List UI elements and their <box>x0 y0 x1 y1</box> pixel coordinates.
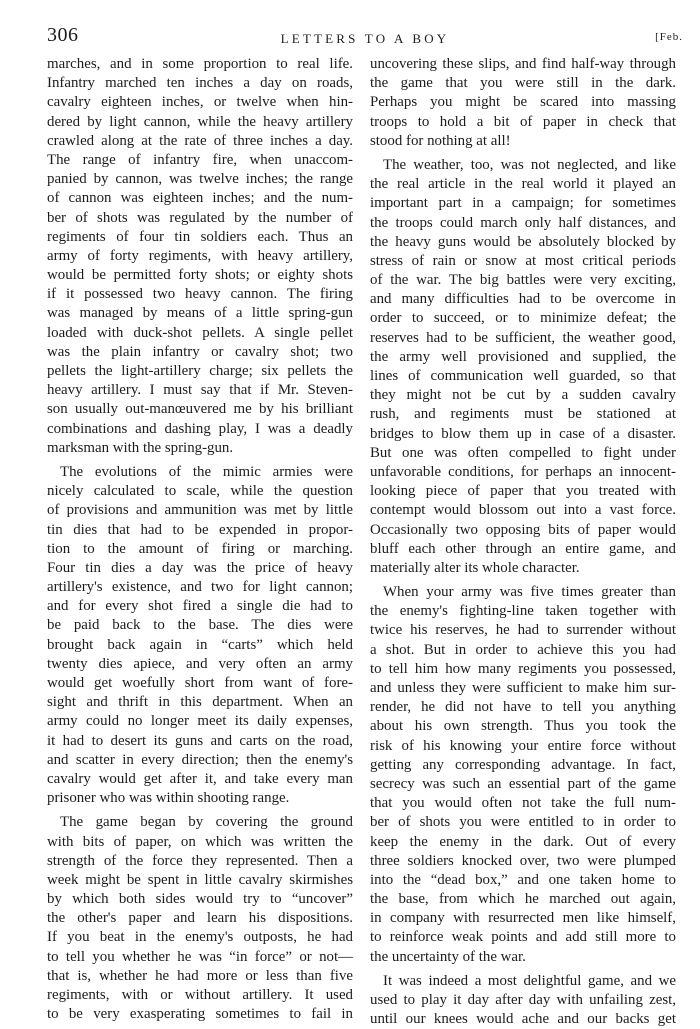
text-line: was managed by means of a little spring-gun <box>47 305 353 322</box>
text-line: regiments, with or without artillery. It used <box>47 987 353 1003</box>
text-line: If you beat in the enemy's outposts, he had <box>47 929 353 946</box>
text-line: sight and thrift in this department. When an <box>47 694 353 711</box>
text-line: looking piece of paper that you treated with <box>370 483 676 500</box>
text-line: bridges to blow them up in case of a disaster. <box>370 425 676 442</box>
text-line: order to succeed, or to minimize defeat; the <box>370 310 676 327</box>
text-line: would get woefully short from want of fore- <box>47 675 353 691</box>
text-line: risk of his knowing your entire force without <box>370 737 676 754</box>
text-line: to reinforce weak points and add still more to <box>370 929 676 946</box>
text-line: Occasionally two opposing bits of paper would <box>370 521 676 538</box>
text-line: army could no longer meet its daily expenses, <box>47 713 353 730</box>
text-line: stress of rain or snow at most critical periods <box>370 252 676 269</box>
text-line: the uncertainty of the war. <box>370 948 526 965</box>
text-line: the game that you were still in the dark. <box>370 75 676 92</box>
text-line: dered by light cannon, while the heavy artillery <box>47 113 353 130</box>
text-line: of cannon was eighteen inches; and the num- <box>47 190 353 207</box>
text-line: was the plain infantry or cavalry shot; two <box>47 343 353 360</box>
text-line: marches, and in some proportion to real life. <box>47 56 353 72</box>
text-line: three soldiers knocked over, two were plumped <box>370 852 676 869</box>
text-line: Perhaps you might be scared into massing <box>370 94 676 111</box>
text-line: lines of communication well guarded, so that <box>370 368 676 384</box>
text-line: bluff each other through an entire game, and <box>370 540 676 557</box>
text-line: son usually out-manœuvered me by his brilliant <box>47 401 353 418</box>
text-line: regiments of four tin soldiers each. Thus an <box>47 228 353 245</box>
text-line: Four tin dies a day was the price of heavy <box>47 559 353 576</box>
text-line: It was indeed a most delightful game, and we <box>383 972 676 989</box>
text-line: week might be spent in little cavalry skirmishes <box>47 871 353 888</box>
text-line: When your army was five times greater than <box>383 584 676 601</box>
text-line: The range of infantry fire, when unaccom- <box>47 151 353 168</box>
text-line: tion to the amount of firing or marching. <box>47 540 353 557</box>
text-line: panied by cannon, was twelve inches; the range <box>47 171 353 188</box>
text-line: stood for nothing at all! <box>370 132 511 149</box>
text-line: and for every shot fired a single die had to <box>47 598 353 615</box>
text-line: heavy artillery. I must say that if Mr. Steven- <box>47 382 353 399</box>
left-column <box>47 55 353 1024</box>
text-line: with bits of paper, on which was written the <box>47 833 353 850</box>
text-line: ber of shots you were entitled to in order to <box>370 814 676 831</box>
text-line: troops to hold a bit of paper in check that <box>370 113 676 130</box>
text-line: nicely calculated to scale, while the question <box>47 483 353 500</box>
text-line: combinations and dashing play, I was a deadly <box>47 420 353 437</box>
text-line: The evolutions of the mimic armies were <box>60 463 353 480</box>
text-line: loaded with duck-shot pellets. A single pellet <box>47 324 353 341</box>
text-line: Infantry marched ten inches a day on roads, <box>47 75 353 92</box>
text-line: ber of shots was regulated by the number of <box>47 209 353 226</box>
text-line: the heavy guns would be absolutely blocked by <box>370 233 676 250</box>
text-line: unfavorable conditions, for perhaps an innocent- <box>370 463 676 480</box>
text-line: that is, whether he had more or less than five <box>47 967 353 984</box>
text-line: and scatter in every direction; then the enemy's <box>47 751 353 768</box>
text-line: would be permitted forty shots; or eighty shots <box>47 267 353 284</box>
text-line: it had to desert its guns and carts on the road, <box>47 732 353 749</box>
text-line: pellets the light-artillery charge; six pellets the <box>47 363 353 379</box>
text-line: the enemy's fighting-line taken together with <box>370 603 676 620</box>
text-line: tin dies that had to be expended in propor- <box>47 521 353 538</box>
text-line: strength of the force they represented. Then a <box>47 852 353 869</box>
text-line: But one was often compelled to fight under <box>370 444 676 461</box>
text-line: render, he did not have to tell you anything <box>370 699 676 716</box>
text-line: contempt would blossom out into a vast force. <box>370 502 676 519</box>
text-line: they might not be cut by a sudden cavalry <box>370 387 676 404</box>
issue-month: [Feb. <box>655 31 683 43</box>
text-line: brought back again in “carts” which held <box>47 636 353 653</box>
page-number: 306 <box>47 24 79 46</box>
text-line: keep the enemy in the dark. Out of every <box>370 833 676 850</box>
text-line: used to play it day after day with unfailing zest, <box>370 992 676 1008</box>
text-line: about his own strength. Thus you took the <box>370 718 676 735</box>
text-line: marksman with the spring-gun. <box>47 439 234 456</box>
text-line: that you would often not take the full num- <box>370 795 676 812</box>
right-column <box>370 55 676 1029</box>
text-line: rush, and regiments must be stationed at <box>370 406 676 423</box>
text-line: the troops could march only half distances, and <box>370 214 676 231</box>
text-line: army of forty regiments, with heavy artillery, <box>47 247 353 264</box>
text-line: of the war. The big battles were very exciting, <box>370 272 676 289</box>
text-line: to tell you whether he was “in force” or not— <box>47 948 353 965</box>
text-line: getting any corresponding advantage. In fact, <box>370 756 676 773</box>
text-line: the army well provisioned and supplied, the <box>370 348 676 365</box>
text-line: The game began by covering the ground <box>60 814 353 831</box>
text-line: be paid back to the base. The dies were <box>47 617 353 634</box>
text-line: a shot. But in order to achieve this you had <box>370 641 676 658</box>
text-line: crawled along at the rate of three inches a day. <box>47 132 353 149</box>
text-line: to be very exasperating sometimes to fail in <box>47 1006 353 1023</box>
text-line: artillery's existence, and two for light cannon; <box>47 579 353 596</box>
text-line: the real article in the real world it played an <box>370 176 676 193</box>
text-line: twice his reserves, he had to surrender without <box>370 622 676 639</box>
text-line: twenty dies apiece, and very often an army <box>47 655 353 672</box>
text-line: in company with resurrected men like himself, <box>370 910 676 927</box>
text-line: to tell him how many regiments you possessed, <box>370 660 676 677</box>
text-line: cavalry eighteen inches, or twelve when hin- <box>47 94 353 111</box>
text-line: and unless they were sufficient to make him sur- <box>370 680 676 696</box>
running-header <box>47 24 683 50</box>
text-line: prisoner who was within shooting range. <box>47 790 290 807</box>
text-line: by which both sides would try to “uncover” <box>47 891 353 908</box>
text-line: reserves had to be sufficient, the weather good, <box>370 329 676 346</box>
text-line: uncovering these slips, and find half-way through <box>370 56 676 72</box>
text-line: if it possessed two heavy cannon. The firing <box>47 286 353 303</box>
text-line: the base, from which he marched out again, <box>370 891 676 908</box>
text-line: the other's paper and learn his dispositions. <box>47 910 353 927</box>
running-title: LETTERS TO A BOY <box>280 31 450 46</box>
text-line: materially alter its whole character. <box>370 559 580 576</box>
text-line: The weather, too, was not neglected, and like <box>383 156 676 173</box>
text-line: cavalry would get after it, and take every man <box>47 770 353 787</box>
text-line: into the “dead box,” and one taken home to <box>370 871 676 888</box>
text-line: secrecy was such an essential part of the game <box>370 775 676 792</box>
text-line: and many difficulties had to be overcome in <box>370 291 676 308</box>
text-line: until our knees would ache and our backs get <box>370 1011 676 1028</box>
text-line: of provisions and ammunition was met by little <box>47 502 353 519</box>
text-line: important part in a campaign; for sometimes <box>370 195 676 212</box>
